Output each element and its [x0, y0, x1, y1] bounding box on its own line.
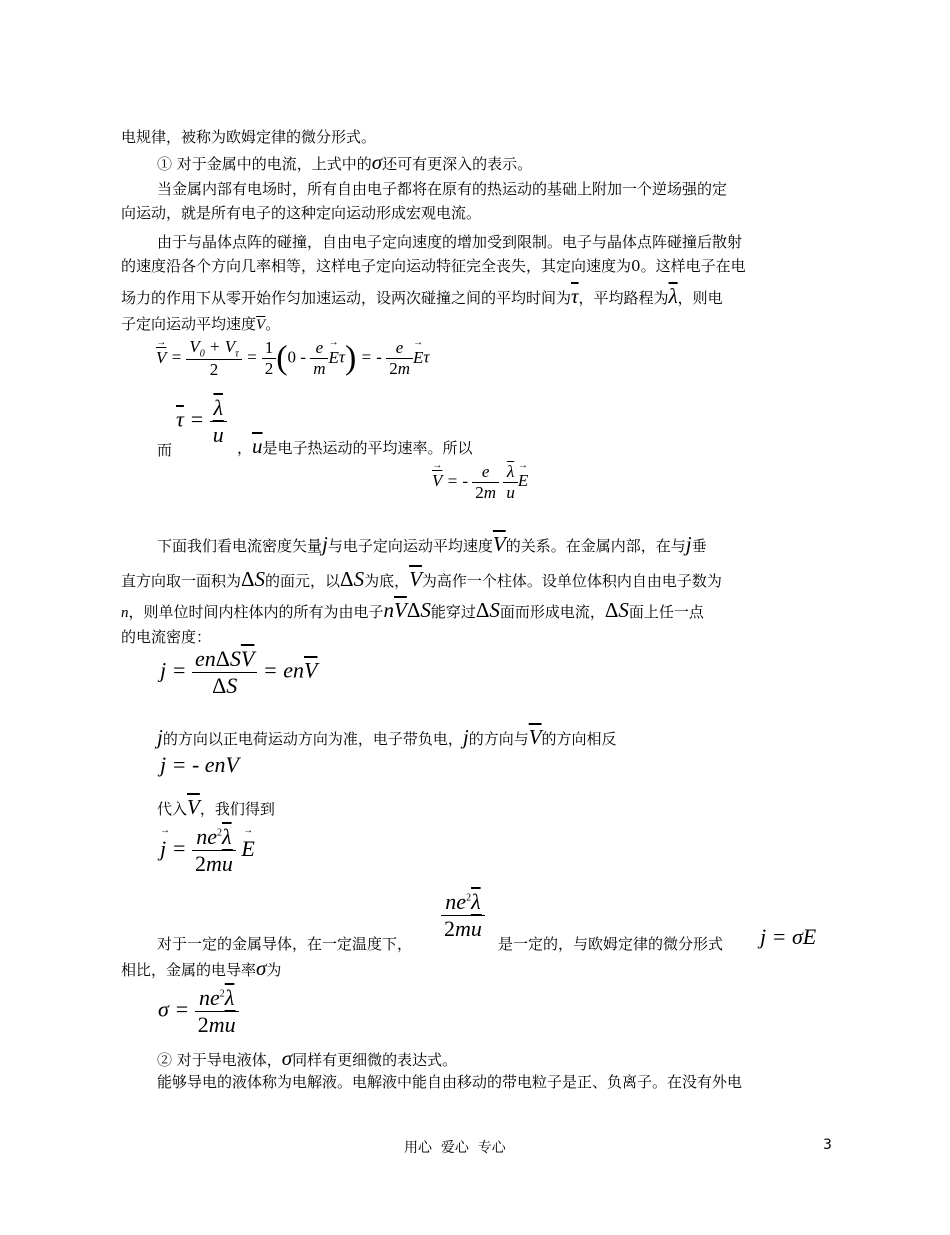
paragraph-line [157, 727, 617, 749]
j-symbol: j [685, 532, 692, 556]
paragraph-line [157, 152, 532, 174]
text: ① 对于金属中的电流，上式中的 [157, 155, 372, 173]
v-symbol: $\overline{V}$ [187, 795, 200, 819]
j-symbol: j [157, 725, 163, 749]
lambda-symbol: $\overline{\lambda}$ [668, 284, 678, 308]
text: 的方向与 [468, 730, 529, 748]
v-symbol: $\overline{V}$ [409, 567, 422, 591]
paragraph-line [157, 179, 727, 199]
paragraph-line [121, 256, 746, 276]
equation-current-density: j = $\frac{en\Delta S\overline{V}}{\Delta S}$ = $en\overline{V}$ [160, 646, 318, 698]
text: 垂 [691, 537, 707, 555]
equation-j-negative: j = - enV [160, 752, 239, 777]
paragraph-line [121, 314, 280, 335]
paragraph-line [121, 569, 722, 591]
paragraph-line [121, 203, 481, 223]
paragraph-line [157, 232, 742, 252]
text: 是一定的，与欧姆定律的微分形式 [498, 935, 724, 953]
text: 的面元，以 [265, 572, 341, 590]
paragraph-line [157, 797, 275, 819]
sigma-symbol: σ [371, 150, 383, 174]
text: 的速度沿各个方向几率相等，这样电子定向运动特征完全丧失，其定向速度为 [121, 257, 632, 275]
sigma-symbol: σ [281, 1046, 293, 1070]
paragraph-line [157, 1048, 457, 1070]
text: 直方向取一面积为 [121, 572, 242, 590]
paragraph-line [121, 600, 704, 623]
delta-s-symbol: ΔS [340, 567, 365, 591]
text: 向运动，就是所有电子的这种定向运动形成宏观电流。 [121, 204, 482, 222]
paragraph-line [121, 286, 723, 308]
paragraph-line [157, 1072, 742, 1092]
paragraph-line [498, 934, 723, 954]
text: 能够导电的液体称为电解液。电解液中能自由移动的带电粒子是正、负离子。在没有外电 [157, 1073, 743, 1091]
equation-tau: $\overline{\tau}$ = $\frac{\overline{\lambda}}{u}$ [176, 395, 227, 448]
text: 的电流密度： [121, 628, 212, 646]
text: 面上任一点 [628, 603, 704, 621]
text: 由于与晶体点阵的碰撞，自由电子定向速度的增加受到限制。电子与晶体点阵碰撞后散射 [157, 233, 743, 251]
page-number: 3 [823, 1137, 832, 1153]
tau-symbol: $\overline{\tau}$ [571, 284, 579, 308]
text: 而 [157, 441, 173, 459]
text: 当金属内部有电场时，所有自由电子都将在原有的热运动的基础上附加一个逆场强的定 [157, 180, 728, 198]
delta-s-symbol: ΔS [241, 567, 266, 591]
text: 为底， [364, 572, 410, 590]
text: 代入 [157, 800, 188, 818]
text: n [121, 605, 129, 621]
text: 能穿过 [430, 603, 476, 621]
footer-text: 用心 爱心 专心 [404, 1140, 506, 1156]
text: 场力的作用下从零开始作匀加速运动，设两次碰撞之间的平均时间为 [121, 289, 572, 307]
v-symbol: $\overline{V}$ [256, 317, 266, 333]
text: 与电子定向运动平均速度 [327, 537, 493, 555]
paragraph-line [121, 127, 376, 147]
equation-ohm-differential: j = σE [760, 924, 817, 949]
paragraph-line [157, 440, 172, 460]
paragraph-line [157, 934, 412, 954]
sigma-symbol: σ [256, 956, 267, 980]
paragraph-line [237, 436, 473, 458]
text: 面而形成电流， [499, 603, 605, 621]
text: 0 [631, 257, 641, 275]
paragraph-line [157, 534, 707, 556]
n-v-delta-s-symbol: $n\overline{V}\Delta S$ [383, 598, 431, 622]
text: ，则单位时间内柱体内的所有为由电子 [128, 603, 384, 621]
text: ，平均路程为 [578, 289, 669, 307]
text: 。这样电子在电 [640, 257, 746, 275]
delta-s-symbol: ΔS [604, 598, 629, 622]
text: 的关系。在金属内部，在与 [505, 537, 686, 555]
text: 。 [265, 315, 281, 333]
text: 同样有更细微的表达式。 [292, 1051, 458, 1069]
text: 电规律，被称为欧姆定律的微分形式。 [121, 128, 377, 146]
j-symbol: j [462, 725, 469, 749]
text: 的方向相反 [541, 730, 617, 748]
u-symbol: $\overline{u}$ [252, 434, 263, 458]
text: 的方向以正电荷运动方向为准，电子带负电， [162, 730, 463, 748]
text: 下面我们看电流密度矢量 [157, 537, 323, 555]
text: 为 [266, 961, 282, 979]
text: 子定向运动平均速度 [121, 315, 257, 333]
text: ② 对于导电液体， [157, 1051, 282, 1069]
paragraph-line [121, 958, 281, 980]
j-symbol: j [322, 532, 328, 556]
text: ，我们得到 [199, 800, 275, 818]
paragraph-line [121, 627, 211, 647]
text: 是电子热运动的平均速率。所以 [262, 439, 473, 457]
equation-j-final: → j = $\frac{ne^2\overline{\lambda}}{2m\overline{u}}$ → E [160, 824, 255, 877]
text: 对于一定的金属导体，在一定温度下， [157, 935, 413, 953]
delta-s-symbol: ΔS [475, 598, 500, 622]
text: 还可有更深入的表示。 [382, 155, 533, 173]
equation-sigma: σ = $\frac{ne^2\overline{\lambda}}{2m\overline{u}}$ [158, 985, 239, 1038]
equation-average-velocity: → $\overline{V}$ = $\frac{V_0 + V_\tau}{2}$ = $\frac{1}{2}$ (0 - $\frac{e}{m}$ → Eτ) = - $\frac{e}{2m}$ → Eτ [156, 337, 429, 380]
equation-conductivity-ratio: $\frac{ne^2\overline{\lambda}}{2m\overline{u}}$ [441, 889, 485, 942]
v-symbol: $\overline{V}$ [528, 725, 542, 749]
text: 相比，金属的电导率 [121, 961, 257, 979]
equation-velocity-result: → $\overline{V}$ = - $\frac{e}{2m}$ $\frac{\overline{\lambda}}{u}$ → E [432, 462, 528, 503]
text: ，则电 [677, 289, 723, 307]
text: ， [237, 439, 253, 457]
text: 为高作一个柱体。设单位体积内自由电子数为 [421, 572, 722, 590]
v-symbol: $\overline{V}$ [492, 532, 506, 556]
